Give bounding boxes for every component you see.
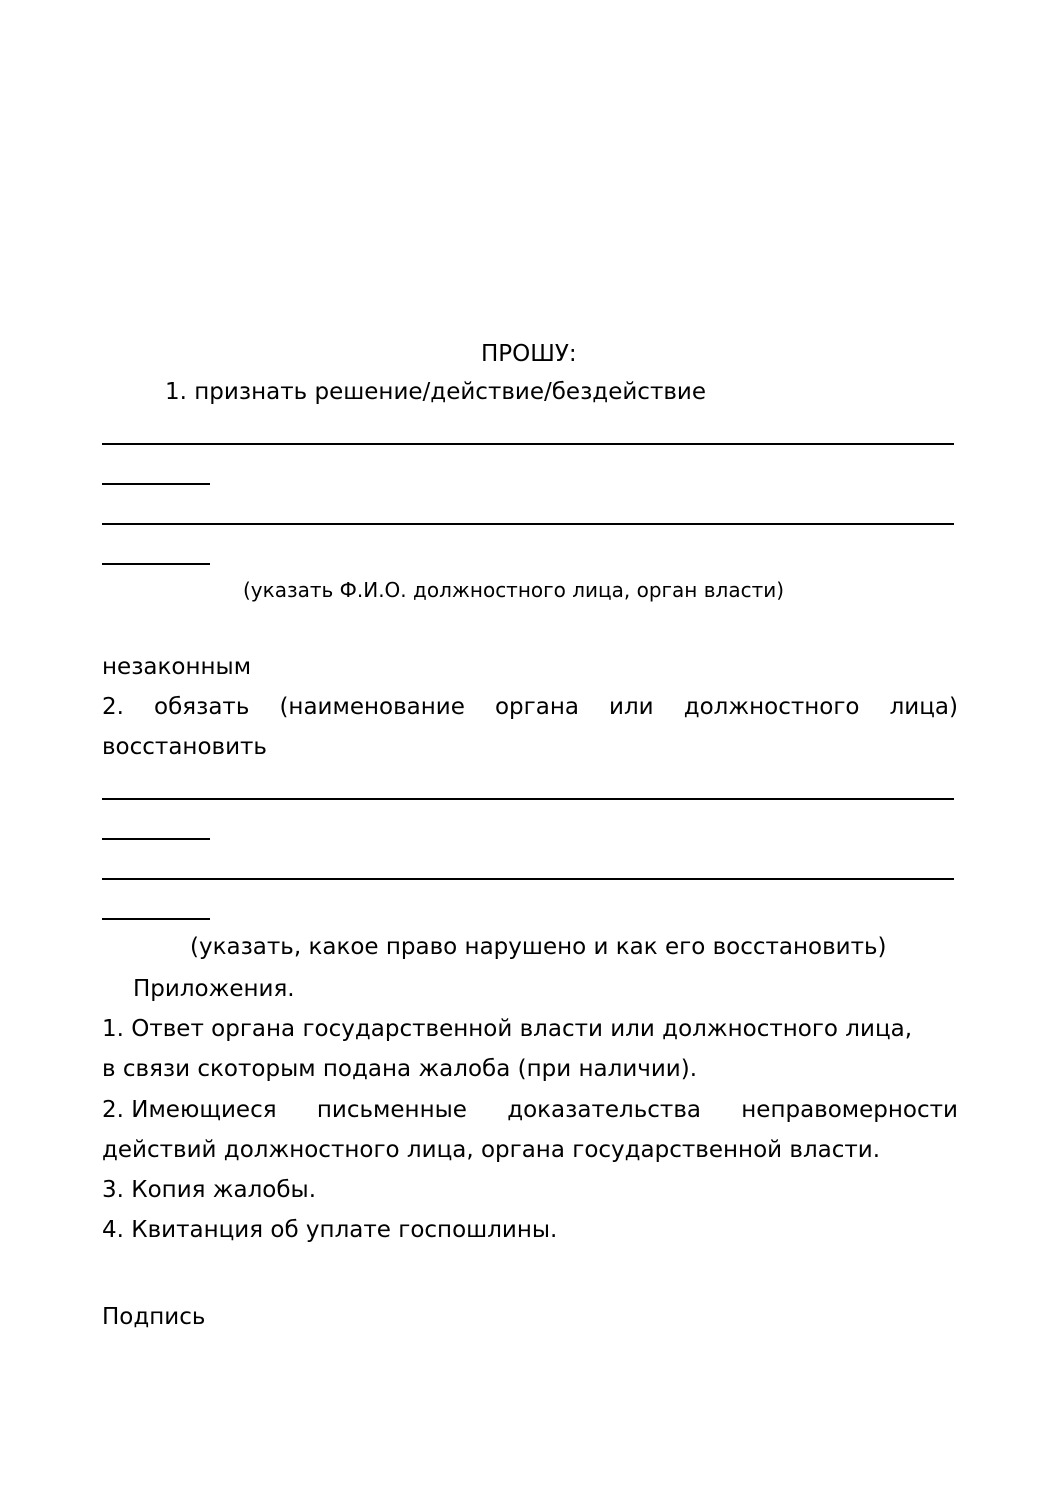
request-item-2 — [102, 692, 958, 722]
blank-line-short — [102, 563, 210, 565]
word: обязать — [154, 694, 250, 720]
request-item-2-continuation: восстановить — [102, 734, 267, 760]
blank-line — [102, 798, 954, 800]
blank-line-short — [102, 483, 210, 485]
word: неправомерности — [741, 1097, 958, 1123]
attachment-1-line-2: в связи скоторым подана жалоба (при наличии). — [102, 1056, 698, 1082]
word: должностного — [683, 694, 860, 720]
attachment-2-line-1 — [102, 1095, 958, 1125]
word: доказательства — [507, 1097, 701, 1123]
word: 2. Имеющиеся — [102, 1097, 277, 1123]
hint-right-violated: (указать, какое право нарушено и как его восстановить) — [190, 934, 887, 960]
word: органа — [494, 694, 579, 720]
blank-line-short — [102, 918, 210, 920]
blank-line — [102, 443, 954, 445]
attachment-2-line-2: действий должностного лица, органа государственной власти. — [102, 1137, 881, 1163]
blank-line-short — [102, 838, 210, 840]
word: 2. — [102, 694, 124, 720]
word: лица) — [889, 694, 958, 720]
signature-label: Подпись — [102, 1304, 206, 1330]
attachment-1-line-1: 1. Ответ органа государственной власти или должностного лица, — [102, 1016, 913, 1042]
request-item-1: 1. признать решение/действие/бездействие — [165, 379, 707, 405]
hint-official-name: (указать Ф.И.О. должностного лица, орган власти) — [243, 578, 785, 602]
word: или — [609, 694, 654, 720]
attachments-title: Приложения. — [133, 976, 295, 1002]
unlawful-text: незаконным — [102, 654, 252, 680]
blank-line — [102, 523, 954, 525]
word: (наименование — [279, 694, 465, 720]
blank-line — [102, 878, 954, 880]
heading: ПРОШУ: — [481, 341, 577, 367]
attachment-4: 4. Квитанция об уплате госпошлины. — [102, 1217, 558, 1243]
attachment-3: 3. Копия жалобы. — [102, 1177, 317, 1203]
word: письменные — [316, 1097, 467, 1123]
